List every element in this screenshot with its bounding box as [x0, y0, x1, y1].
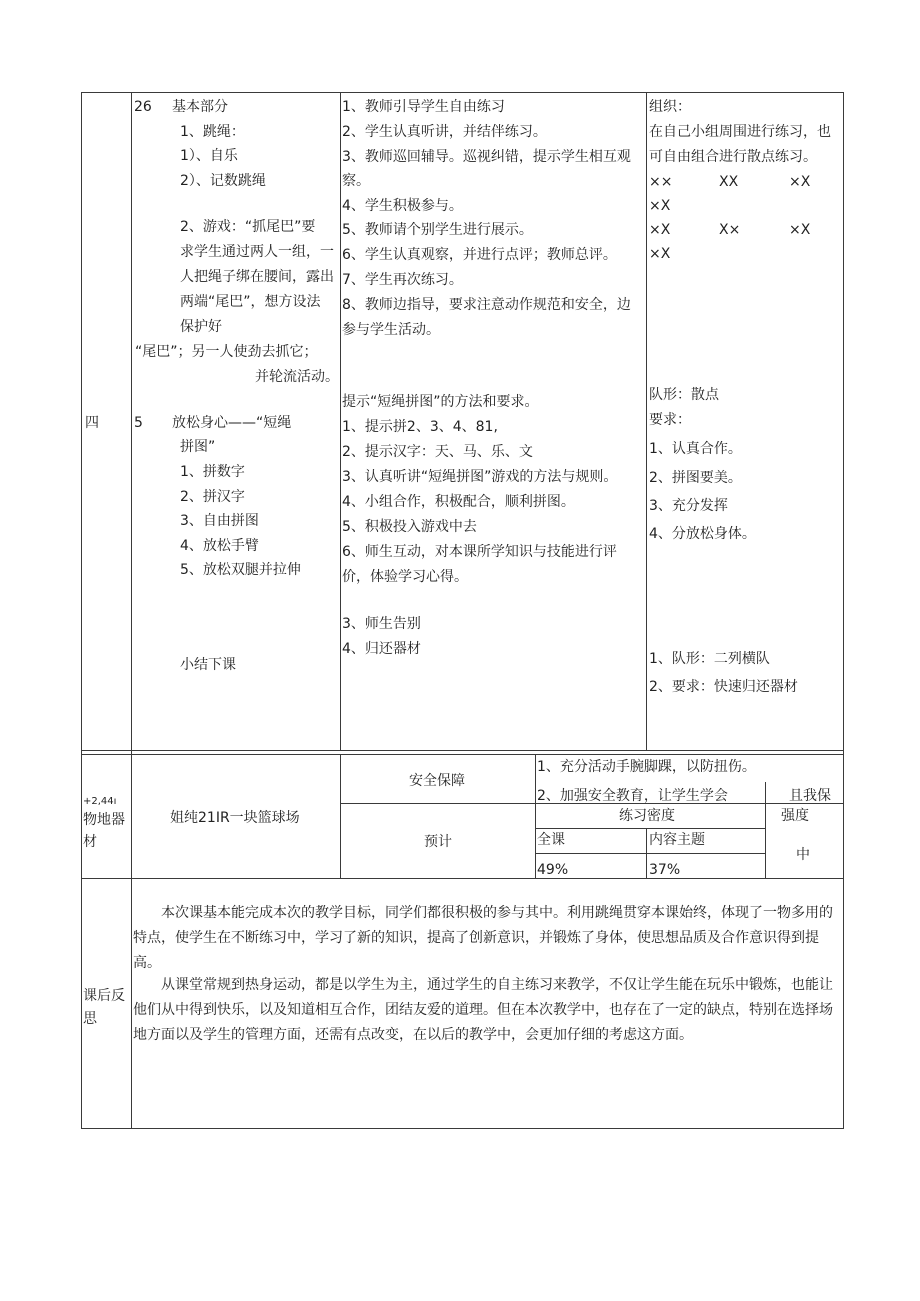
content-line-17: 5、放松双腿并拉伸 [180, 562, 301, 578]
topic-label: 内容主题 [649, 832, 705, 848]
content-line-3: 2）、记数跳绳 [180, 173, 266, 189]
method-line-17: 价，体验学习心得。 [342, 569, 468, 585]
method-line-9: 参与学生活动。 [342, 322, 440, 338]
venue-divider-v3 [646, 828, 647, 878]
content-line-16: 4、放松手臂 [180, 538, 259, 554]
content-line-4: 2、游戏：“抓尾巴”要 [180, 219, 316, 235]
content-line-10: 并轮流活动。 [255, 369, 339, 385]
col-divider-1 [131, 92, 132, 1129]
reflection-label-2: 思 [83, 1011, 97, 1027]
table-border-right [843, 92, 844, 1129]
content-line-14: 2、拼汉字 [180, 489, 245, 505]
org-line-14: 2、拼图要美。 [649, 470, 742, 486]
formation-mark-7: ×X [789, 222, 811, 238]
venue-value: 姐纯21IR一块篮球场 [170, 810, 300, 826]
content-line-7: 两端“尾巴”，想方设法 [180, 294, 321, 310]
reflection-paragraph-1: 本次课基本能完成本次的教学目标，同学们都很积极的参与其中。利用跳绳贯穿本课始终，体现了一物多用的特点，使学生在不断练习中，学习了新的知识，提高了创新意识，并锻炼了身体，使思想品质及合作意识得到提高。 [133, 905, 833, 971]
reflection-label: 课后反 [83, 988, 125, 1004]
venue-divider-v2 [535, 754, 536, 878]
content-line-0: 基本部分 [172, 99, 228, 115]
org-line-13: 1、认真合作。 [649, 441, 742, 457]
method-line-15: 5、积极投入游戏中去 [342, 519, 477, 535]
method-line-13: 3、认真听讲“短绳拼图”游戏的方法与规则。 [342, 469, 618, 485]
table-border-bottom [81, 1128, 844, 1129]
method-line-8: 8、教师边指导，要求注意动作规范和安全，边 [342, 297, 631, 313]
formation-mark-5: ×X [649, 222, 671, 238]
method-line-7: 7、学生再次练习。 [342, 272, 463, 288]
col-divider-3 [646, 92, 647, 750]
formation-mark-2: XX [719, 174, 739, 190]
org-line-17: 1、队形：二列横队 [649, 651, 770, 667]
row-divider-2 [81, 878, 844, 879]
venue-label-2: 材 [83, 834, 97, 850]
safety-label: 安全保障 [409, 773, 465, 789]
formation-mark-8: ×X [649, 246, 671, 262]
whole-label: 全课 [537, 832, 565, 848]
formation-mark-6: X× [719, 222, 741, 238]
row-divider-1b [81, 754, 844, 755]
whole-value: 49% [537, 862, 569, 878]
content-line-6: 人把绳子绑在腰间，露出 [180, 269, 334, 285]
org-line-0: 组织： [649, 99, 691, 115]
estimate-label: 预计 [424, 834, 452, 850]
content-line-15: 3、自由拼图 [180, 513, 259, 529]
method-line-2: 3、教师巡回辅导。巡视纠错，提示学生相互观 [342, 149, 631, 165]
content-line-13: 1、拼数字 [180, 464, 245, 480]
org-line-12: 要求： [649, 412, 691, 428]
content-line-18: 小结下课 [180, 657, 236, 673]
method-line-16: 6、师生互动，对本课所学知识与技能进行评 [342, 544, 617, 560]
method-line-19: 4、归还器材 [342, 641, 421, 657]
content-line-12: 拼图” [180, 439, 216, 455]
method-line-5: 5、教师请个别学生进行展示。 [342, 222, 533, 238]
safety-line-1: 1、充分活动手腕脚踝，以防扭伤。 [537, 759, 756, 775]
method-line-1: 2、学生认真听讲，并结伴练习。 [342, 124, 547, 140]
method-line-3: 察。 [342, 173, 370, 189]
method-line-18: 3、师生告别 [342, 616, 421, 632]
venue-divider-v1 [340, 754, 341, 878]
formation-mark-4: ×X [649, 198, 671, 214]
time-basic: 26 [134, 99, 152, 115]
venue-divider-h2 [535, 828, 765, 829]
org-line-11: 队形：散点 [649, 387, 719, 403]
method-line-0: 1、教师引导学生自由练习 [342, 99, 505, 115]
intensity-value: 中 [796, 847, 810, 863]
formation-mark-3: ×X [789, 174, 811, 190]
content-line-2: 1）、自乐 [180, 148, 238, 164]
method-line-10: 提示“短绳拼图”的方法和要求。 [342, 394, 539, 410]
time-relax: 5 [134, 415, 143, 431]
table-border-top [81, 92, 844, 93]
safety-line-2b: 且我保 [789, 788, 831, 804]
intensity-label: 强度 [781, 808, 809, 824]
topic-value: 37% [649, 862, 681, 878]
org-line-15: 3、充分发挥 [649, 498, 728, 514]
org-line-2: 可自由组合进行散点练习。 [649, 149, 817, 165]
org-line-1: 在自己小组周围进行练习，也 [649, 124, 831, 140]
col-divider-2 [340, 92, 341, 750]
venue-divider-h3 [535, 853, 765, 854]
method-line-12: 2、提示汉字：天、马、乐、文 [342, 444, 533, 460]
method-line-6: 6、学生认真观察，并进行点评；教师总评。 [342, 247, 617, 263]
content-line-1: 1、跳绳： [180, 124, 245, 140]
reflection-paragraph-2: 从课堂常规到热身运动，都是以学生为主，通过学生的自主练习来教学，不仅让学生能在玩乐中锻炼，也能让他们从中得到快乐，以及知道相互合作，团结友爱的道理。但在本次教学中，也存在了一定的缺点，特别在选择场地方面以及学生的管理方面，还需有点改变，在以后的教学中，会更加仔细的考虑这方面。 [133, 977, 833, 1043]
venue-label-small: +2,44ı [83, 796, 117, 807]
formation-mark-1: ×× [649, 174, 673, 190]
row-divider-1 [81, 750, 844, 751]
org-line-16: 4、分放松身体。 [649, 526, 756, 542]
org-line-18: 2、要求：快速归还器材 [649, 679, 798, 695]
venue-divider-v4 [765, 782, 766, 878]
content-line-8: 保护好 [180, 319, 222, 335]
content-line-9: “尾巴”；另一人使劲去抓它； [135, 344, 318, 360]
method-line-11: 1、提示拼2、3、4、81, [342, 419, 498, 435]
method-line-14: 4、小组合作，积极配合，顺利拼图。 [342, 494, 575, 510]
method-line-4: 4、学生积极参与。 [342, 198, 463, 214]
section-number: 四 [85, 415, 99, 431]
table-border-left [81, 92, 82, 1129]
density-label: 练习密度 [619, 808, 675, 824]
content-line-11: 放松身心——“短绳 [172, 415, 292, 431]
content-line-5: 求学生通过两人一组，一 [180, 244, 334, 260]
safety-line-2: 2、加强安全教育，让学生学会 [537, 788, 728, 804]
venue-label: 物地器 [83, 812, 125, 828]
